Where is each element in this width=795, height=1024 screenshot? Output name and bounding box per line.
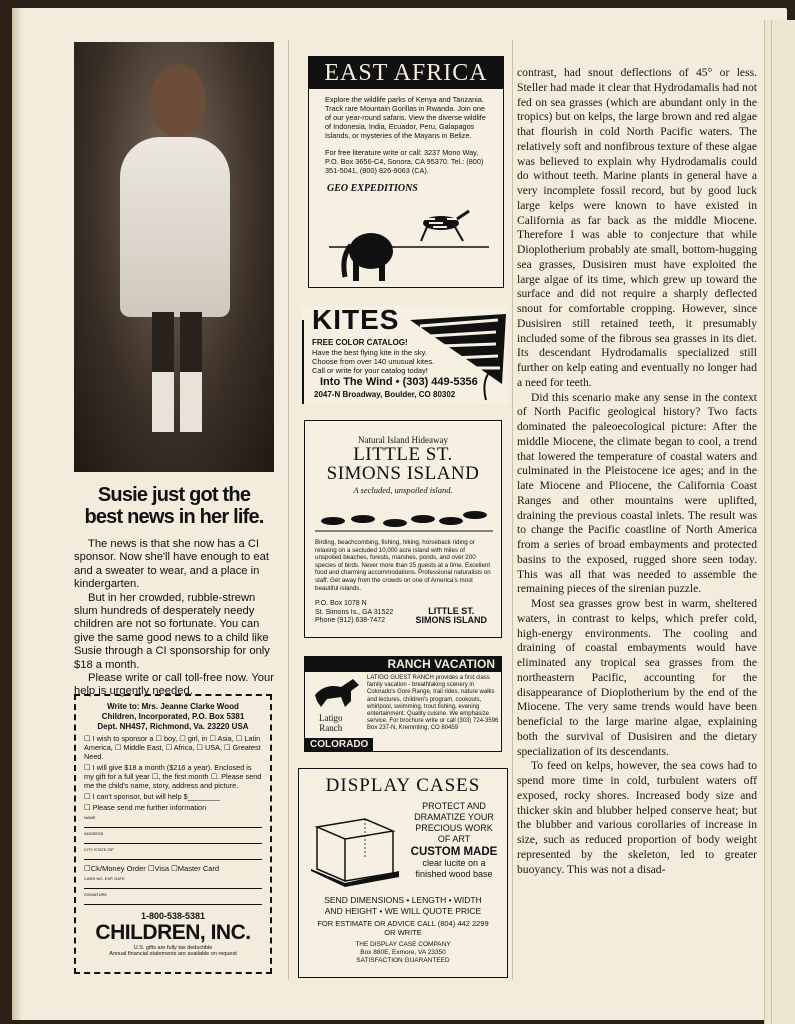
ad-contact: Into The Wind • (303) 449-5356 (320, 376, 478, 388)
ad-title: SIMONS ISLAND (326, 463, 480, 484)
article-paragraph: contrast, had snout deflections of 45° or less. Steller had made it clear that Hydrodamalis had not fed on sea grasses (which are abundant only in the tropics) but on kelps, the large brown and red algae that flourish in cold North Pacific waters. The relatively soft and nonfibrous texture of these algae was believed to explain why Hydrodamalis could do without teeth. Marine plants in general have a very incomplete fossil record, but by good luck large kelps were known to have existed in California as far back as the middle Miocene. Therefore I was able to conjecture that while Dioplotherium probably ate small, bottom-hugging sea grasses, Dusisiren must have exploited the large algae of its time, which grew up toward the surface and did not require a sharply deflected snout for comfortable cropping. However, since Dusisiren still retained teeth, it presumably included some of the fibrous sea grasses in its diet. Its descendant Hydrodamalis specialized still further on kelp eating and eventually no longer had a need for teeth. (517, 66, 757, 389)
little-st-simons-ad (304, 420, 502, 638)
kites-ad (302, 306, 508, 404)
toll-free-phone: 1-800-538-5381 (140, 911, 206, 921)
address-line: St. Simons Is., GA 31522 (315, 608, 394, 616)
logo-line: LITTLE ST. (428, 606, 475, 616)
ad-title: DISPLAY CASES (325, 775, 481, 796)
column-divider (512, 40, 513, 980)
contact-line: OR WRITE (384, 928, 422, 937)
address-line: Box 880E, Exmore, VA 23350 (360, 949, 446, 956)
coupon-option[interactable]: ☐ I will give $18 a month ($216 a year). Enclosed is my gift for a full year ☐, the first month ☐. Please send me the child's name, story, address and picture. (84, 763, 262, 790)
article-paragraph: Did this scenario make any sense in the context of North Pacific geological history? Two facts dominated the paleoecological picture: After the middle Miocene, the climate began to cool, a trend that lowered the temperature of coastal waters and culminated in the Pleistocene ice ages; and in the late Miocene and Pliocene, the California Coast Ranges and other mountains were uplifted, draining the previous coastal inlets. The result was to change the Pacific coastline of North America from a series of broad embayments and protected basins to the exposed, rugged shore seen today. This was all that was needed to assemble the remaining pieces of the sirenian puzzle. (517, 390, 757, 596)
coupon-address (84, 702, 262, 732)
ad-text: Birding, beachcombing, fishing, hiking, horseback riding or relaxing on a secluded 10,000 acre island with miles of unspoiled beaches, forests, marshes, ponds, and over 200 species of birds. Never more than 25 guests at a time. Excellent food and charming accommodations. Professional naturalists on staff. Get away from the crowds on one of America's most beautiful islands. (315, 539, 491, 592)
instruction-line: SEND DIMENSIONS • LENGTH • WIDTH (324, 895, 482, 905)
elephant-zebra-icon (329, 207, 489, 287)
ad-text: Have the best flying kite in the sky. Choose from over 140 unusual kites. Call or write for your catalog today! (312, 348, 435, 375)
article-paragraph: To feed on kelps, however, the sea cows had to spend more time in cold, turbulent waters off exposed, rocky shores. Increased body size and thicker skin and blubber helped conserve heat; but the blubber and various corollaries of increase in size, such as reduced proportion of body weight represented by the skeleton, led to greater buoyancy. This was not a disad- (517, 759, 757, 876)
article-column (517, 66, 757, 877)
girl-photo (74, 42, 274, 472)
ssi-logo (415, 607, 487, 625)
address-line: SATISFACTION GUARANTEED (356, 957, 450, 964)
side-line: OF ART (437, 834, 471, 844)
ad-title: KITES (312, 304, 400, 335)
leg (180, 312, 202, 432)
birds-icon (315, 501, 493, 535)
contact-line: FOR ESTIMATE OR ADVICE CALL (804) 442 2299 (317, 919, 489, 928)
instruction-line: AND HEIGHT • WE WILL QUOTE PRICE (324, 906, 482, 916)
ad-subtitle: FREE COLOR CATALOG! (312, 338, 408, 347)
ad-tagline: A secluded, unspoiled island. (353, 485, 453, 495)
ad-kicker: Natural Island Hideaway (358, 435, 448, 445)
coupon-option[interactable]: ☐ I wish to sponsor a ☐ boy, ☐ girl, in ☐ Asia, ☐ Latin America, ☐ Middle East, ☐ Africa, ☐ USA, ☐ Greatest Need. (84, 734, 261, 761)
signature-field[interactable]: SIGNATURE (84, 892, 262, 905)
latigo-ranch-brand (319, 713, 343, 733)
ad-contact (299, 919, 507, 937)
ad-paragraph: But in her crowded, rubble-strewn slum hundreds of desperately needy children are not so fortunate. You can give the same good news to a child like Susie through a CI sponsorship for only $18 a month. (74, 591, 270, 671)
ad-instructions (299, 895, 507, 917)
side-line: clear lucite on a (422, 858, 486, 868)
display-cases-ad (298, 768, 508, 978)
display-case-icon (307, 799, 403, 891)
girl-legs (148, 312, 206, 442)
custom-made-label: CUSTOM MADE (410, 846, 498, 858)
address-line: Children, Incorporated, P.O. Box 5381 (101, 712, 245, 721)
kite-icon (410, 314, 508, 402)
brand-line: Ranch (319, 723, 343, 733)
column-divider (288, 40, 289, 980)
ad-text: Explore the wildlife parks of Kenya and Tanzania. Track rare Mountain Gorillas in Rwanda. Join one of our year-round safaris. View the diverse wildlife of Indonesia, India, Ecuador, Peru, Galapagos Islands, or mysteries of the Mayans in Belize. (325, 95, 486, 140)
payment-options[interactable]: ☐Ck/Money Order ☐Visa ☐Master Card (84, 864, 220, 873)
ad-headline (74, 484, 274, 528)
ad-title: LITTLE ST. (353, 444, 453, 465)
city-state-zip-field[interactable]: CITY STATE ZIP (84, 847, 262, 860)
side-line: PROTECT AND (422, 801, 486, 811)
address-line: Phone (912) 638-7472 (315, 617, 386, 625)
leg (152, 312, 174, 432)
state-badge: COLORADO (305, 738, 373, 751)
coupon-option[interactable]: ☐ I can't sponsor, but will help $________ (84, 792, 221, 801)
headline-line: Susie just got the (97, 484, 251, 506)
sponsor-coupon (74, 694, 272, 974)
fine-print: Annual financial statements are available on request (109, 951, 237, 957)
east-africa-ad (308, 56, 504, 288)
ad-side-text (405, 801, 503, 880)
ad-address (299, 941, 507, 965)
card-field[interactable]: CARD NO. EXP. DATE (84, 876, 262, 889)
fine-print: U.S. gifts are fully tax deductible (133, 945, 213, 951)
address-line: THE DISPLAY CASE COMPANY (355, 941, 451, 948)
ad-title: RANCH VACATION (305, 657, 501, 672)
ad-paragraph: Please write or call toll-free now. Your help is urgently needed. (74, 672, 274, 698)
ad-contact: For free literature write or call: 3237 Mono Way, P.O. Box 3656-C4, Sonora, CA 95370. Tel.: (800) 351-5041, (800) 826-9063 (CA). (325, 148, 484, 175)
address-field[interactable]: ADDRESS (84, 831, 262, 844)
brand-line: Latigo (319, 713, 343, 723)
logo-line: SIMONS ISLAND (415, 615, 487, 625)
name-field[interactable]: NAME (84, 815, 262, 828)
address-line: Dept. NH4S7, Richmond, Va. 23220 USA (97, 722, 249, 731)
address-line: P.O. Box 1078 N (315, 600, 367, 608)
ad-address: 2047-N Broadway, Boulder, CO 80302 (314, 390, 456, 399)
side-line: finished wood base (415, 869, 493, 879)
org-logo-text: CHILDREN, INC. (95, 921, 251, 944)
headline-line: best news in her life. (84, 506, 264, 528)
ad-body (74, 538, 274, 699)
page-edge-line (771, 20, 772, 1024)
girl-head (150, 64, 206, 138)
coupon-option[interactable]: ☐ Please send me further information (84, 803, 207, 812)
horse-icon (311, 675, 365, 709)
side-line: PRECIOUS WORK (415, 823, 493, 833)
ad-paragraph: The news is that she now has a CI sponsor. Now she'll have enough to eat and a sweater to wear, and a place in kindergarten. (74, 538, 269, 591)
next-page-edge (764, 20, 795, 1024)
page-fold-shadow (12, 8, 22, 1020)
girl-dress (120, 137, 230, 317)
article-paragraph: Most sea grasses grow best in warm, sheltered waters, in contrast to kelps, which prefer cold, high-energy environments. The cooling and draining of coastal embayments would have eliminated any tropical sea grasses from the northeastern Pacific, accounting for the disappearance of Dioplotherium by the end of the Miocene. The very same trends would have been beneficial to the large marine algae, explaining both the survival of Dusisiren and the dietary specialization of its descendants. (517, 597, 757, 758)
ranch-vacation-ad (304, 656, 502, 752)
geo-expeditions-logo: GEO EXPEDITIONS (327, 183, 418, 194)
ad-text: LATIGO GUEST RANCH provides a first class family vacation - breathtaking scenery in Colorado's Gore Range, trail rides, nature walks and lectures, children's program, cookouts, whirlpool, swimming, trout fishing, evening entertainment. Quality cuisine. We emphasize service. For brochure write or call (303) 724-3596 Box 237-N, Kremmling, CO 80459 (367, 675, 499, 732)
address-line: Write to: Mrs. Jeanne Clarke Wood (107, 702, 239, 711)
side-line: DRAMATIZE YOUR (414, 812, 494, 822)
ad-title: EAST AFRICA (309, 57, 503, 89)
